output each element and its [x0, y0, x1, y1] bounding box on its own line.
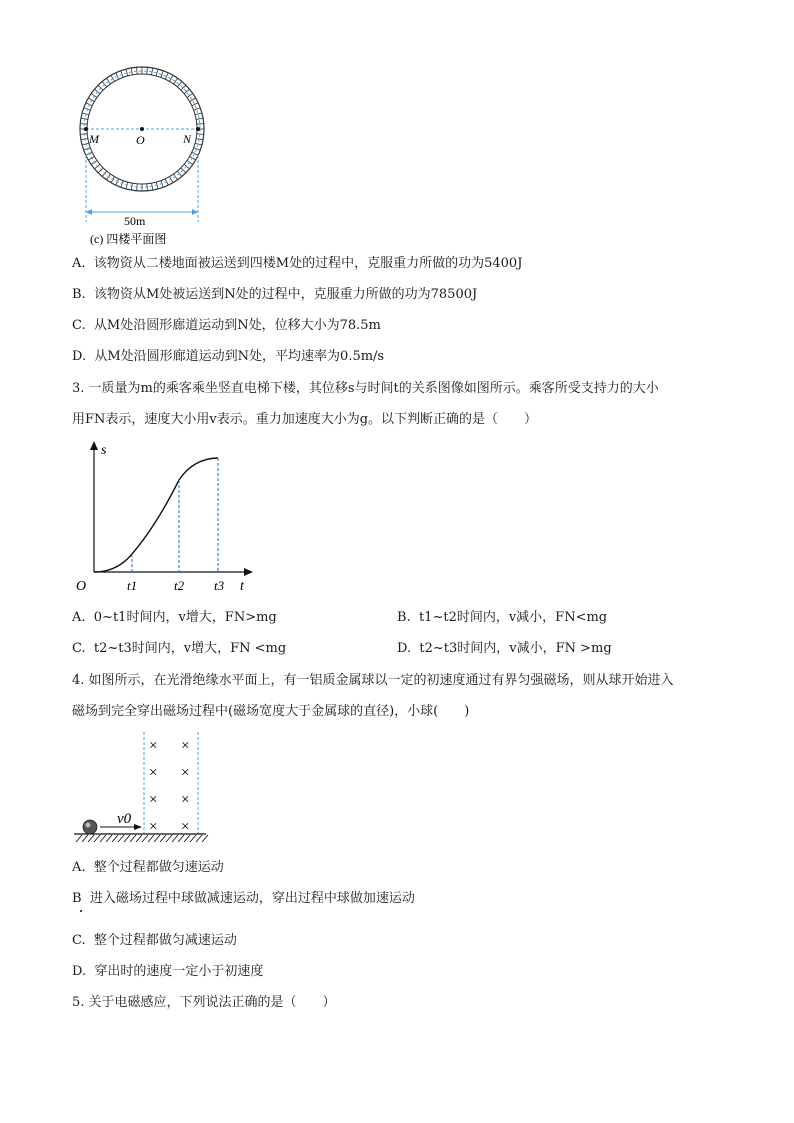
tick-t2: t2	[174, 578, 185, 593]
hatch-line	[160, 835, 166, 842]
option-letter: D.	[72, 964, 87, 979]
y-axis-label: s	[101, 443, 107, 458]
option-text: 整个过程都做匀减速运动	[93, 933, 237, 948]
hatch-line	[196, 835, 202, 842]
option-letter: B.	[397, 610, 411, 625]
field-cross-mark: ×	[181, 765, 190, 781]
hatch-line	[148, 835, 154, 842]
point-M	[84, 127, 88, 131]
y-axis-arrow	[90, 441, 98, 450]
label-O: O	[136, 133, 145, 147]
option-letter: B.	[72, 287, 86, 302]
ground-hatching	[76, 835, 208, 842]
option-letter: D.	[72, 349, 87, 364]
hatch-line	[82, 835, 88, 842]
q2-option-c	[72, 317, 381, 335]
q4-option-a	[72, 859, 224, 877]
option-text: t2~t3时间内，v减小，FN >mg	[419, 641, 612, 656]
x-axis-arrow	[244, 568, 253, 576]
option-letter: D.	[397, 641, 412, 656]
q4-stem-line2: 磁场到完全穿出磁场过程中(磁场宽度大于金属球的直径)，小球( )	[72, 704, 470, 719]
tick-t3: t3	[214, 578, 225, 593]
s-t-curve	[94, 458, 218, 572]
q3-stem-line1: 3. 一质量为m的乘客乘坐竖直电梯下楼，其位移s与时间t的关系图像如图所示。乘客所受支持力的大小	[72, 381, 659, 396]
s-t-graph	[70, 438, 260, 598]
option-letter: B	[72, 891, 82, 906]
option-text: t2~t3时间内，v增大，FN <mg	[93, 641, 287, 656]
dim-arrow-right	[192, 209, 198, 215]
q4-option-c	[72, 932, 237, 950]
field-crosses	[149, 738, 189, 835]
option-text: 进入磁场过程中球做减速运动，穿出过程中球做加速运动	[89, 891, 415, 906]
field-cross-mark: ×	[149, 738, 158, 754]
hatch-line	[130, 835, 136, 842]
ring-tick	[196, 118, 203, 119]
hatch-line	[202, 835, 208, 842]
floor-plan-figure	[60, 60, 230, 250]
point-O	[140, 127, 144, 131]
ring-tick	[195, 113, 202, 115]
hatch-line	[106, 835, 112, 842]
hatch-line	[142, 835, 148, 842]
magnetic-field-figure	[72, 730, 212, 848]
field-cross-mark: ×	[149, 819, 158, 835]
option-text: t1~t2时间内，v减小，FN<mg	[418, 610, 608, 625]
q5-stem-line1: 5. 关于电磁感应，下列说法正确的是（ ）	[72, 995, 336, 1010]
option-letter: A.	[72, 256, 86, 271]
hatch-line	[94, 835, 100, 842]
q3-option-c	[72, 640, 286, 658]
q2-option-b	[72, 286, 477, 304]
option-text: 从M处沿圆形廊道运动到N处，平均速率为0.5m/s	[94, 349, 385, 364]
field-cross-mark: ×	[149, 792, 158, 808]
ring-tick	[194, 108, 201, 110]
option-text: 该物资从二楼地面被运送到四楼M处的过程中，克服重力所做的功为5400J	[93, 256, 523, 271]
hatch-line	[100, 835, 106, 842]
q3-option-a	[72, 609, 277, 627]
option-letter: C.	[72, 933, 86, 948]
hatch-line	[166, 835, 172, 842]
hatch-line	[178, 835, 184, 842]
option-letter: A.	[72, 610, 86, 625]
q2-option-a	[72, 255, 522, 273]
label-N: N	[183, 132, 192, 146]
option-letter: C.	[72, 641, 86, 656]
q3-option-b	[397, 609, 607, 627]
q4-option-b	[72, 890, 415, 908]
hatch-line	[118, 835, 124, 842]
ring-tick	[192, 103, 198, 106]
dimension-label: 50m	[124, 214, 146, 228]
q3-stem-line2: 用FN表示，速度大小用v表示。重力加速度大小为g。以下判断正确的是（ ）	[72, 412, 538, 427]
q4-stem-line1: 4. 如图所示，在光滑绝缘水平面上，有一铝质金属球以一定的初速度通过有界匀强磁场，则从球开始进入	[72, 673, 674, 688]
hatch-line	[124, 835, 130, 842]
hatch-line	[112, 835, 118, 842]
q4-option-d	[72, 963, 263, 981]
option-text: 穿出时的速度一定小于初速度	[94, 964, 264, 979]
x-axis-label: t	[240, 579, 244, 594]
hatch-line	[190, 835, 196, 842]
hatch-line	[154, 835, 160, 842]
ring-tick	[197, 124, 204, 125]
option-letter: A.	[72, 860, 86, 875]
origin-label: O	[76, 579, 87, 594]
figure-caption: (c) 四楼平面图	[90, 232, 167, 246]
stray-dot	[80, 910, 82, 912]
hatch-line	[184, 835, 190, 842]
q2-option-d	[72, 348, 384, 366]
option-text: 整个过程都做匀速运动	[93, 860, 224, 875]
option-text: 0~t1时间内，v增大，FN>mg	[93, 610, 277, 625]
point-N	[196, 127, 200, 131]
metal-ball	[83, 820, 97, 834]
hatch-line	[88, 835, 94, 842]
hatch-line	[76, 835, 82, 842]
ring-tick	[181, 85, 186, 90]
velocity-label: v0	[117, 811, 132, 827]
option-text: 该物资从M处被运送到N处的过程中，克服重力所做的功为78500J	[93, 287, 478, 302]
tick-t1: t1	[127, 578, 138, 593]
dim-arrow-left	[86, 209, 92, 215]
hatch-line	[136, 835, 142, 842]
ball-highlight	[86, 823, 91, 828]
label-M: M	[89, 132, 99, 146]
field-cross-mark: ×	[181, 738, 190, 754]
field-cross-mark: ×	[181, 819, 190, 835]
velocity-arrowhead	[134, 824, 142, 830]
option-text: 从M处沿圆形廊道运动到N处，位移大小为78.5m	[93, 318, 381, 333]
field-cross-mark: ×	[181, 792, 190, 808]
option-letter: C.	[72, 318, 86, 333]
hatch-line	[172, 835, 178, 842]
field-cross-mark: ×	[149, 765, 158, 781]
q3-option-d	[397, 640, 612, 658]
ring-tick	[190, 98, 196, 102]
